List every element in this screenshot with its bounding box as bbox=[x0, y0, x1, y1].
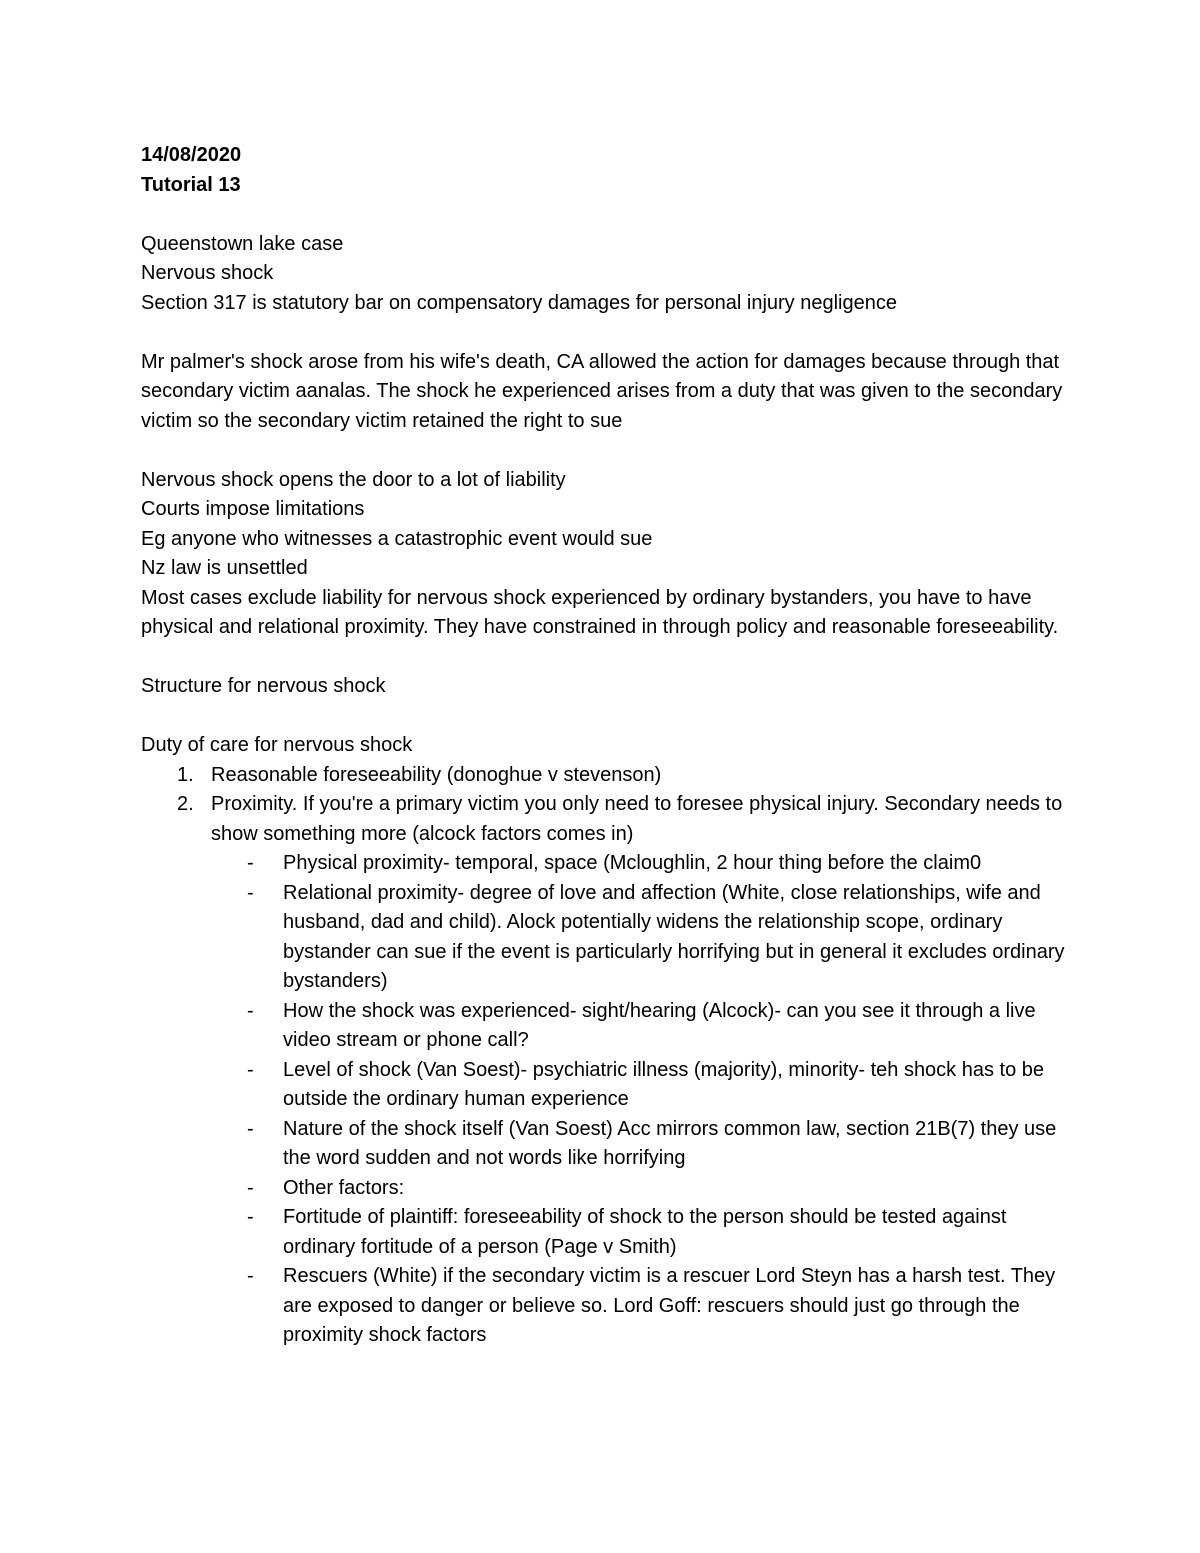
list-item bbox=[247, 879, 1071, 997]
dash-list bbox=[247, 849, 1071, 1351]
spacer bbox=[141, 436, 1071, 466]
spacer bbox=[141, 643, 1071, 673]
spacer bbox=[141, 318, 1071, 348]
section-317-line: Section 317 is statutory bar on compensatory damages for personal injury negligence bbox=[141, 291, 897, 314]
document-body bbox=[141, 141, 1071, 1351]
dash-bullet: - bbox=[247, 1206, 254, 1228]
topic-line: Nervous shock bbox=[141, 262, 274, 284]
list-item-text: How the shock was experienced- sight/hearing (Alcock)- can you see it through a live video stream or phone call? bbox=[283, 999, 1036, 1051]
list-item bbox=[247, 997, 1071, 1056]
dash-bullet: - bbox=[247, 852, 254, 874]
liability-line-1: Nervous shock opens the door to a lot of liability bbox=[141, 468, 566, 491]
list-item bbox=[141, 761, 1071, 791]
list-item-text: Level of shock (Van Soest)- psychiatric illness (majority), minority- teh shock has to be outside the ordinary human experience bbox=[283, 1058, 1045, 1110]
palmer-paragraph: Mr palmer's shock arose from his wife's death, CA allowed the action for damages because through that secondary victim aanalas. The shock he experienced arises from a duty that was given to the secondary victim so the secondary victim retained the right to sue bbox=[141, 350, 1063, 432]
case-name-line: Queenstown lake case bbox=[141, 232, 344, 255]
list-number: 2. bbox=[177, 793, 194, 815]
list-item bbox=[247, 1262, 1071, 1351]
list-number: 1. bbox=[177, 763, 194, 786]
list-item-text: Other factors: bbox=[283, 1176, 405, 1199]
list-item-text: Fortitude of plaintiff: foreseeability of shock to the person should be tested against ordinary fortitude of a person (Page v Smith) bbox=[283, 1206, 1007, 1258]
list-item-text: Rescuers (White) if the secondary victim is a rescuer Lord Steyn has a harsh test. They are exposed to danger or believe so. Lord Goff: rescuers should just go through the proximity shock factors bbox=[283, 1265, 1056, 1346]
numbered-list bbox=[141, 761, 1071, 1351]
list-item-text: Proximity. If you're a primary victim you only need to foresee physical injury. Secondary needs to show something more (alcock factors comes in) bbox=[211, 793, 1063, 845]
list-item bbox=[247, 1174, 1071, 1204]
spacer bbox=[141, 200, 1071, 230]
spacer bbox=[141, 702, 1071, 732]
liability-line-3: Eg anyone who witnesses a catastrophic event would sue bbox=[141, 527, 653, 550]
liability-paragraph: Most cases exclude liability for nervous shock experienced by ordinary bystanders, you have to have physical and relational proximity. They have constrained in through policy and reasonable foreseeability. bbox=[141, 586, 1059, 638]
document-title: Tutorial 13 bbox=[141, 173, 241, 196]
list-item-text: Relational proximity- degree of love and affection (White, close relationships, wife and husband, dad and child). Alock potentially widens the relationship scope, ordinary bystander can sue if the event is particularly horrifying but in general it excludes ordinary bystanders) bbox=[283, 881, 1065, 992]
dash-bullet: - bbox=[247, 1176, 254, 1199]
list-item bbox=[247, 849, 1071, 879]
structure-heading: Structure for nervous shock bbox=[141, 675, 386, 697]
dash-bullet: - bbox=[247, 999, 254, 1022]
liability-line-4: Nz law is unsettled bbox=[141, 557, 308, 579]
duty-heading: Duty of care for nervous shock bbox=[141, 734, 413, 756]
list-item bbox=[141, 790, 1071, 1351]
list-item-text: Reasonable foreseeability (donoghue v stevenson) bbox=[211, 763, 662, 786]
dash-bullet: - bbox=[247, 1265, 254, 1287]
list-item bbox=[247, 1203, 1071, 1262]
liability-line-2: Courts impose limitations bbox=[141, 498, 365, 520]
dash-bullet: - bbox=[247, 1117, 254, 1140]
document-date: 14/08/2020 bbox=[141, 144, 242, 166]
list-item-text: Physical proximity- temporal, space (Mcloughlin, 2 hour thing before the claim0 bbox=[283, 852, 982, 874]
list-item bbox=[247, 1115, 1071, 1174]
list-item-text: Nature of the shock itself (Van Soest) Acc mirrors common law, section 21B(7) they use the word sudden and not words like horrifying bbox=[283, 1117, 1057, 1169]
dash-bullet: - bbox=[247, 881, 254, 904]
list-item bbox=[247, 1056, 1071, 1115]
dash-bullet: - bbox=[247, 1058, 254, 1081]
